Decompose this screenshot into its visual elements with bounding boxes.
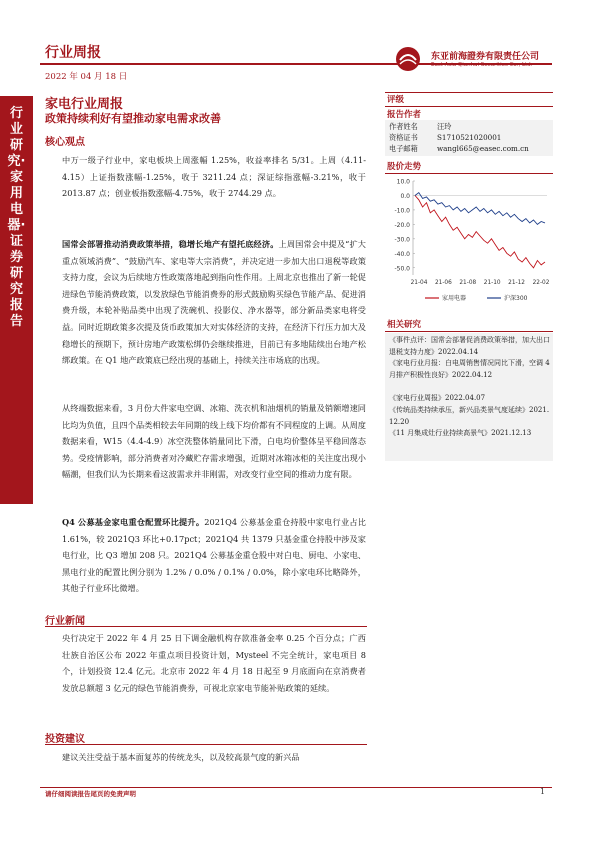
related-item-1[interactable]: 《事件点评：国常会部署促消费政策举措，加大出口退税支持力度》2022.04.14 [389, 336, 550, 356]
x-tick-label: 21-08 [459, 280, 477, 286]
analyst-row-email-value: wangl665@easec.com.cn [437, 144, 529, 153]
related-item-5[interactable]: 《11 月集成灶行业持续高景气》2021.12.13 [389, 429, 532, 437]
related-item-4[interactable]: 《传统品类持续承压，新兴品类景气度延续》2021.12.20 [389, 406, 550, 426]
chart-grid [413, 181, 547, 275]
rating-heading: 评级 [387, 95, 405, 105]
core-view-paragraph-4-body: 2021Q4 公募基金重仓持股中家电行业占比 1.61%，较 2021Q3 环比+0.17pct；2021Q4 共 1379 只基金重仓持股中涉及家电行业，比 Q3 增加 208 只。2021Q4 公募基金重仓股中对白电、厨电、小家电、黑电行业的配置比例分别为 1.2% / 0.0% / 0.1% / 0.0%，除小家电环比略降外，其他子行业环比微增。 [62, 517, 366, 594]
chart-ticks [394, 179, 549, 287]
trend-divider [385, 173, 553, 174]
core-view-paragraph-3: 从终端数据来看，3 月份大件家电空调、冰箱、洗衣机和油烟机的销量及销额增速同比均为负值，且四个品类相较去年同期的线上线下均价都有不同程度的上调。从周度数据来看，W15（4.4-4.9）冰空洗整体销量同比下滑，白电均价整体呈平稳回落态势。受疫情影响，部分消费者对冷藏贮存需求增强，近期对冰箱冰柜的关注度出现小幅潮，但我们认为长期来看这波需求并非刚需，对改变行业空间的推动力度有限。 [62, 403, 366, 480]
analyst-row-email-key: 电子邮箱 [389, 144, 418, 153]
analyst-row-cert-key: 资格证书 [389, 133, 418, 142]
y-tick-label: -50.0 [394, 265, 410, 273]
news-heading: 行业新闻 [45, 616, 85, 627]
report-subtitle: 政策持续利好有望推动家电需求改善 [45, 112, 221, 125]
sidebar-category-band [0, 96, 33, 504]
x-tick-label: 21-10 [483, 280, 501, 286]
y-tick-label: 10.0 [396, 178, 410, 186]
y-tick-label: 0.0 [400, 192, 410, 200]
analyst-row-name-value: 汪玲 [437, 122, 452, 131]
stock-trend-chart [385, 175, 553, 310]
advice-divider [45, 744, 367, 745]
x-tick-label: 22-02 [532, 280, 550, 286]
legend-label-1: 沪深300 [504, 295, 528, 303]
advice-heading: 投资建议 [45, 734, 85, 745]
y-tick-label: -10.0 [394, 207, 410, 215]
trend-heading: 股价走势 [387, 162, 422, 172]
footer-divider [40, 787, 552, 788]
chart-legend [425, 294, 528, 302]
y-tick-label: -20.0 [394, 221, 410, 229]
rating-divider [385, 106, 553, 107]
core-view-paragraph-2 [62, 236, 366, 369]
related-item-3[interactable]: 《家电行业周报》2022.04.07 [389, 394, 486, 402]
y-tick-label: -30.0 [394, 236, 410, 244]
footer-disclaimer: 请仔细阅读报告尾页的免责声明 [45, 790, 136, 798]
company-logo [395, 46, 555, 76]
report-title: 家电行业周报 [45, 97, 124, 112]
related-divider [385, 331, 553, 332]
x-tick-label: 21-04 [410, 280, 428, 286]
company-name-en: East Asia Qianhai Securities Co., Ltd. [431, 62, 533, 68]
page-number: 1 [540, 787, 546, 796]
company-logo-icon [395, 46, 421, 72]
series-line-0 [415, 196, 545, 268]
related-item-2[interactable]: 《家电行业月报：白电周销售情况同比下滑，空调 4 月排产积极性良好》2022.04.12 [389, 359, 550, 379]
core-view-paragraph-2-body: 上周国常会中提及“扩大重点领域消费”、“鼓励汽车、家电等大宗消费”，并决定进一步加大出口退税等政策支持力度，会议为后续地方性政策落地起到指向性作用。上周北京也推出了新一轮促进绿色节能消费政策，以发放绿色节能消费券的形式鼓励购买绿色节能产品、促进消费升级，本轮补贴品类中出现了洗碗机、投影仪、净水器等，部分新品类家电将受益。同时近期政策多次提及货币政策加大对实体经济的支持，在经济下行压力加大及稳增长的预期下，预计房地产政策松绑仍会继续推进，目前已有多地陆续出台地产松绑政策。在 Q1 地产政策底已经出现的基础上，持续关注市场底的出现。 [62, 239, 366, 366]
series-line-1 [415, 193, 545, 225]
news-divider [45, 626, 367, 627]
sidebar-category-text: 行业研究·家用电器·证券研究报告 [7, 106, 26, 329]
y-tick-label: -40.0 [394, 250, 410, 258]
analyst-row-name-key: 作者姓名 [389, 122, 418, 131]
analyst-row-cert [389, 133, 501, 143]
core-view-paragraph-2-lead: 国常会部署推动消费政策举措，稳增长地产有望托底经济。 [62, 239, 279, 249]
x-tick-label: 21-12 [508, 280, 526, 286]
analyst-row-name [389, 122, 451, 132]
advice-paragraph: 建议关注受益于基本面复苏的传统龙头，以及较高景气度的新兴品 [62, 752, 300, 762]
analyst-row-cert-value: S1710521020001 [437, 133, 502, 142]
analyst-heading: 报告作者 [387, 110, 422, 120]
core-view-paragraph-4 [62, 514, 366, 597]
core-view-paragraph-4-lead: Q4 公募基金家电重仓配置环比提升。 [62, 517, 205, 527]
x-tick-label: 21-06 [434, 280, 452, 286]
rating-top-rule [385, 92, 553, 93]
company-name-cn: 东亚前海證券有限责任公司 [431, 52, 540, 62]
chart-series [415, 193, 545, 268]
news-paragraph: 央行决定于 2022 年 4 月 25 日下调金融机构存款准备金率 0.25 个百分点；广西壮族自治区公布 2022 年重点项目投资计划，Mysteel 不完全统计，家电项目 8 个，计划投资 12.4 亿元。北京市 2022 年 4 月 18 日起至 9 月底面向在京消费者发放总额超 3 亿元的绿色节能消费券，可视北京家电节能补贴政策的延续。 [62, 633, 366, 693]
legend-label-0: 家用电器 [442, 295, 467, 303]
core-view-heading: 核心观点 [45, 137, 85, 148]
related-heading: 相关研究 [387, 320, 422, 330]
core-view-paragraph-1: 中万一级子行业中，家电板块上周涨幅 1.25%，收益率排名 5/31。上周（4.11-4.15）上证指数涨幅-1.25%，收于 3211.24 点；深证综指涨幅-3.21%，收于 2013.87 点；创业板指数涨幅-4.75%，收于 2744.29 点。 [62, 155, 366, 199]
report-kind-label: 行业周报 [45, 45, 101, 61]
analyst-row-email [389, 144, 529, 154]
report-date: 2022 年 04 月 18 日 [45, 72, 128, 82]
